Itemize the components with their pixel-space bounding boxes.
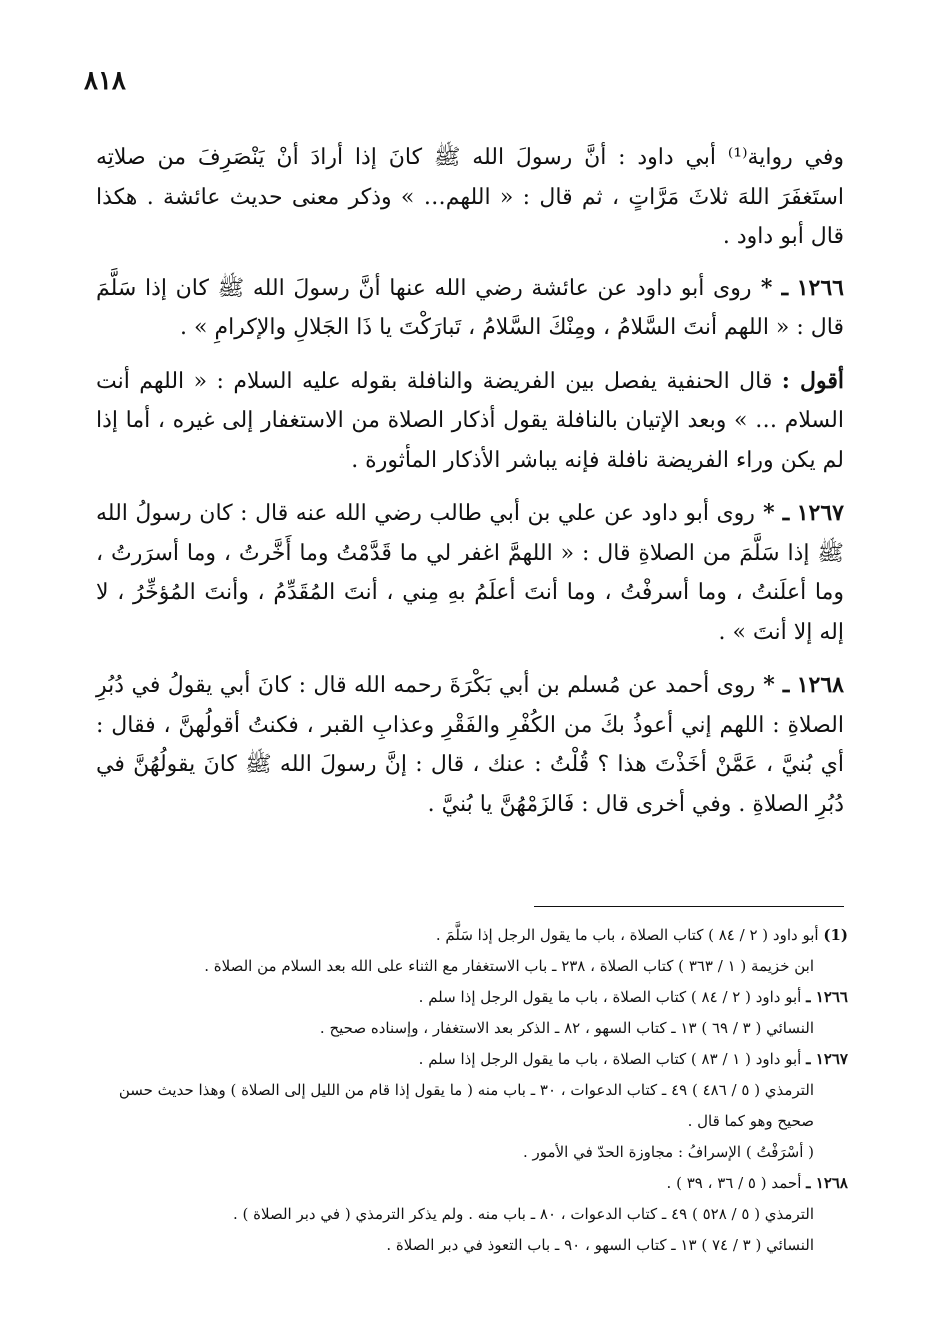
footnote-text: الترمذي ( ٥ / ٤٨٦ ) ٤٩ ـ كتاب الدعوات ، ٣٠ ـ باب منه ( ما يقول إذا قام من الليل إلى الصلاة ) وهذا حديث حسن صحيح وهو كما قال .: [118, 1081, 814, 1130]
hadith-marker: ـ *: [751, 274, 789, 301]
footnote-line: [96, 951, 848, 982]
footnote-line: [96, 1137, 848, 1168]
paragraph-intro: [96, 138, 844, 257]
hadith-text: روى أبو داود عن عائشة رضي الله عنها أنَّ رسولَ الله ﷺ كان إذا سَلَّمَ قال : « اللهم أنتَ السَّلامُ ، ومِنْكَ السَّلامُ ، تَبارَكْتَ يا ذَا الجَلالِ والإكرامِ » .: [96, 275, 844, 340]
hadith-1268: [96, 666, 844, 824]
footnote-line: [96, 1230, 848, 1261]
footnote-ref: (1): [823, 926, 848, 944]
hadith-1267: [96, 494, 844, 652]
footnote-line: [96, 920, 848, 951]
footnote-text: الترمذي ( ٥ / ٥٢٨ ) ٤٩ ـ كتاب الدعوات ، ٨٠ ـ باب منه . ولم يذكر الترمذي ( في دبر الصلاة ) .: [233, 1205, 814, 1223]
footnote-ref: ١٢٦٦ ـ: [806, 988, 848, 1006]
paragraph-intro-text: وفي رواية⁽¹⁾ أبي داود : أنَّ رسولَ الله ﷺ كانَ إذا أرادَ أنْ يَنْصَرِفَ من صلاتِه استَغفَرَ اللهَ ثلاثَ مَرَّاتٍ ، ثم قال : « اللهم… » وذكر معنى حديث عائشة . هكذا قال أبو داود .: [96, 145, 845, 249]
hadith-number: ١٢٦٦: [796, 274, 844, 301]
hadith-marker: ـ *: [755, 672, 790, 698]
hadith-text: روى أبو داود عن علي بن أبي طالب رضي الله عنه قال : كان رسولُ الله ﷺ إذا سَلَّمَ من الصلاةِ قال : « اللهمَّ اغفر لي ما قَدَّمْتُ وما أَخَّرتُ ، وما أسرَرتُ ، وما أعلَنتُ ، وما أسرفْتُ ، وما أنتَ أعلَمُ بهِ مِني ، أنتَ المُقَدِّمُ ، وأنتَ المُؤخِّرُ ، لا إله إلا أنتَ » .: [96, 501, 844, 645]
footnote-line: [96, 1013, 848, 1044]
footnote-ref: ١٢٦٨ ـ: [806, 1174, 848, 1192]
commentary-text: قال الحنفية يفصل بين الفريضة والنافلة بقوله عليه السلام : « اللهم أنت السلام … » وبعد الإتيان بالنافلة يقول أذكار الصلاة من الاستغفار إلى غيره ، أما إذا لم يكن وراء الفريضة نافلة فإنه يباشر الأذكار المأثورة .: [96, 368, 844, 473]
footnotes: [96, 920, 848, 1261]
hadith-number: ١٢٦٨: [796, 672, 844, 698]
footnote-divider: [534, 906, 844, 907]
footnote-ref: ١٢٦٧ ـ: [806, 1050, 848, 1068]
footnote-line: [96, 982, 848, 1013]
hadith-1266: [96, 269, 844, 348]
footnote-text: ابن خزيمة ( ١ / ٣٦٣ ) كتاب الصلاة ، ٢٣٨ ـ باب الاستغفار مع الثناء على الله بعد السلام من الصلاة .: [204, 957, 814, 975]
page-number: ٨١٨: [84, 66, 126, 96]
commentary-aqul: [96, 362, 844, 481]
commentary-label: أقول :: [781, 367, 844, 394]
footnote-line: [96, 1199, 848, 1230]
footnote-text: أبو داود ( ٢ / ٨٤ ) كتاب الصلاة ، باب ما يقول الرجل إذا سَلَّمَ .: [435, 926, 819, 944]
footnote-line: [96, 1075, 848, 1137]
main-text: [96, 138, 844, 838]
footnote-text: أحمد ( ٥ / ٣٦ ، ٣٩ ) .: [666, 1174, 802, 1192]
footnote-text: النسائي ( ٣ / ٦٩ ) ١٣ ـ كتاب السهو ، ٨٢ ـ الذكر بعد الاستغفار ، وإسناده صحيح .: [319, 1019, 814, 1037]
hadith-text: روى أحمد عن مُسلم بن أبي بَكْرَةَ رحمه الله قال : كانَ أبي يقولُ في دُبُرِ الصلاةِ : اللهم إني أعوذُ بكَ من الكُفْرِ والفَقْرِ وعذابِ القبر ، فكنتُ أقولُهنَّ ، فقال : أي بُنيَّ ، عَمَّنْ أخَذْتَ هذا ؟ قُلْتُ : عنك ، قال : إنَّ رسولَ الله ﷺ كانَ يقولُهُنَّ في دُبُرِ الصلاةِ . وفي أخرى قال : فَالزَمْهُنَّ يا بُنيَّ .: [96, 673, 844, 817]
footnote-line: [96, 1044, 848, 1075]
footnote-text: أبو داود ( ١ / ٨٣ ) كتاب الصلاة ، باب ما يقول الرجل إذا سلم .: [418, 1050, 802, 1068]
footnote-line: [96, 1168, 848, 1199]
footnote-text: النسائي ( ٣ / ٧٤ ) ١٣ ـ كتاب السهو ، ٩٠ ـ باب التعوذ في دبر الصلاة .: [386, 1236, 814, 1254]
hadith-marker: ـ *: [754, 500, 790, 526]
footnote-text: ( أسْرَفْتُ ) الإسرافُ : مجاوزة الحدّ في الأمور .: [523, 1143, 814, 1161]
footnote-text: أبو داود ( ٢ / ٨٤ ) كتاب الصلاة ، باب ما يقول الرجل إذا سلم .: [418, 988, 802, 1006]
hadith-number: ١٢٦٧: [796, 500, 844, 526]
